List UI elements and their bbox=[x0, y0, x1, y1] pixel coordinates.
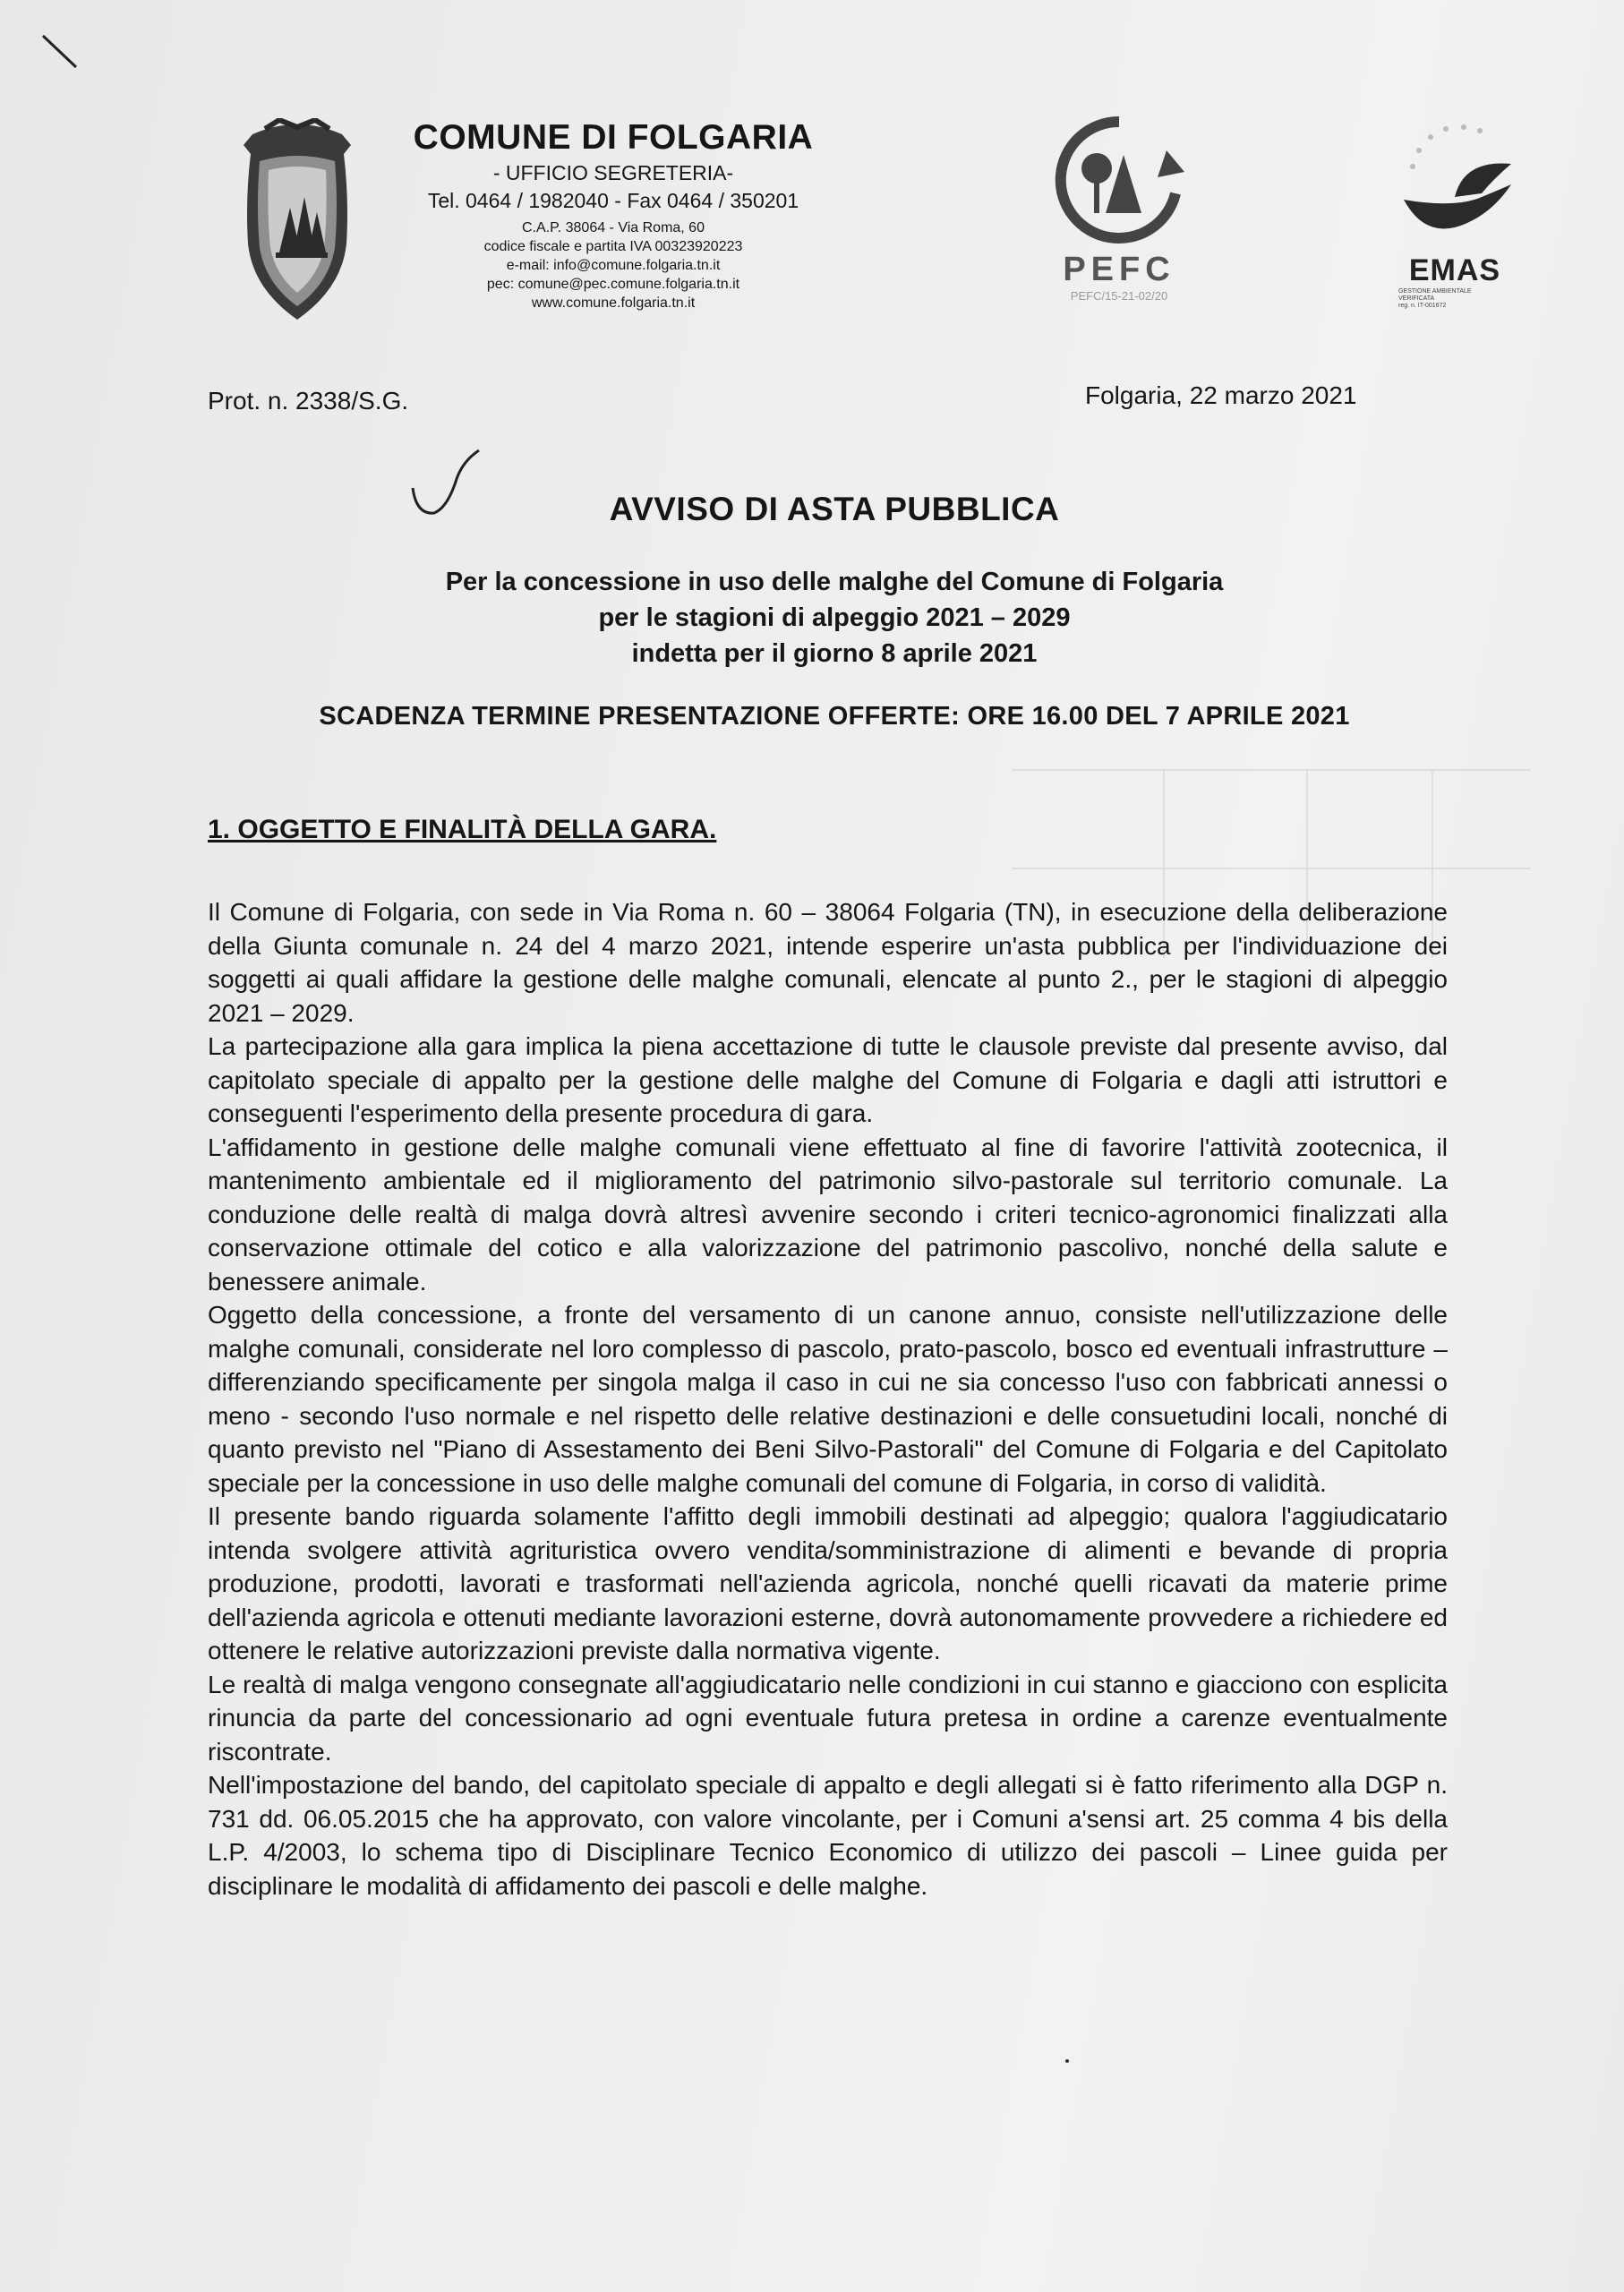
body-text bbox=[208, 895, 1448, 1903]
emas-logo bbox=[1388, 115, 1522, 310]
address-block bbox=[403, 218, 824, 312]
pefc-emblem-icon bbox=[1052, 115, 1186, 244]
address-line: C.A.P. 38064 - Via Roma, 60 bbox=[522, 220, 705, 235]
paragraph: Il presente bando riguarda solamente l'affitto degli immobili destinati ad alpeggio; qualora l'aggiudicatario intenda svolgere attività agrituristica ovvero vendita/somministrazione di alimenti e bevande di propria produzione, prodotti, lavorati e trasformati nell'azienda agricola, nonché quelli ricavati da materie prime dell'azienda agricola e ottenuti mediante lavorazioni esterne, dovrà autonomamente provvedere a richiedere ed ottenere le relative autorizzazioni previste dalla normativa vigente. bbox=[208, 1502, 1448, 1664]
paragraph: L'affidamento in gestione delle malghe comunali viene effettuato al fine di favorire l'attività zootecnica, il mantenimento ambientale ed il miglioramento del patrimonio silvo-pastorale sul territorio comunale. La conduzione delle realtà di malga dovrà altresì avvenire secondo i criteri tecnico-agronomici finalizzati alla conservazione ottimale del cotico e alla valorizzazione del patrimonio pascolivo, nonché della salute e benessere animale. bbox=[208, 1133, 1448, 1296]
emas-label: EMAS bbox=[1408, 253, 1501, 287]
organization-name: COMUNE DI FOLGARIA bbox=[413, 118, 814, 157]
paragraph: Le realtà di malga vengono consegnate all'aggiudicatario nelle condizioni in cui stanno e giacciono con esplicita rinuncia da parte del concessionario ad ogni eventuale futura pretesa in ordine a carenze eventualmente riscontrate. bbox=[208, 1670, 1448, 1766]
pec-line: pec: comune@pec.comune.folgaria.tn.it bbox=[486, 277, 740, 292]
document-title: AVVISO DI ASTA PUBBLICA bbox=[609, 491, 1060, 527]
organization-header bbox=[403, 118, 824, 312]
office-name: - UFFICIO SEGRETERIA- bbox=[492, 161, 734, 184]
deadline-notice: SCADENZA TERMINE PRESENTAZIONE OFFERTE: ORE 16.00 DEL 7 APRILE 2021 bbox=[319, 702, 1350, 731]
pen-stroke-mark bbox=[36, 27, 90, 81]
subtitle-line: per le stagioni di alpeggio 2021 – 2029 bbox=[598, 603, 1071, 632]
paragraph: La partecipazione alla gara implica la piena accettazione di tutte le clausole previste dal presente avviso, dal capitolato speciale di appalto per la gestione delle malghe del Comune di Folgaria e dagli atti istruttori e conseguenti l'esperimento della presente procedura di gara. bbox=[208, 1032, 1448, 1127]
phone-fax: Tel. 0464 / 1982040 - Fax 0464 / 350201 bbox=[427, 189, 799, 212]
emas-sub-line: reg. n. IT-001672 bbox=[1398, 303, 1447, 309]
municipal-crest-logo bbox=[235, 118, 360, 324]
protocol-number: Prot. n. 2338/S.G. bbox=[208, 387, 409, 415]
pefc-label: PEFC bbox=[1063, 251, 1175, 288]
emas-emblem-icon bbox=[1388, 115, 1522, 249]
tax-code-line: codice fiscale e partita IVA 00323920223 bbox=[483, 239, 743, 254]
ink-dot bbox=[1065, 2059, 1069, 2063]
paragraph: Nell'impostazione del bando, del capitolato speciale di appalto e degli allegati si è fatto riferimento alla DGP n. 731 dd. 06.05.2015 che ha approvato, con valore vincolante, per i Comuni a'sensi art. 25 comma 4 bis della L.P. 4/2003, lo schema tipo di Disciplinare Tecnico Economico di utilizzo dei pascoli – Linee guida per disciplinare le modalità di affidamento dei pascoli e delle malghe. bbox=[208, 1771, 1448, 1900]
document-date: Folgaria, 22 marzo 2021 bbox=[1085, 381, 1357, 409]
subtitle-line: Per la concessione in uso delle malghe del Comune di Folgaria bbox=[445, 568, 1224, 596]
website-line: www.comune.folgaria.tn.it bbox=[531, 295, 696, 311]
section-heading: 1. OGGETTO E FINALITÀ DELLA GARA. bbox=[208, 815, 717, 844]
emas-subtext bbox=[1388, 288, 1522, 310]
paragraph: Oggetto della concessione, a fronte del versamento di un canone annuo, consiste nell'utilizzazione delle malghe comunali, considerate nel loro complesso di pascolo, prato-pascolo, bosco ed eventuali infrastrutture – differenziando specificamente per singola malga il caso in cui ne sia concesso l'uso con fabbricati annessi o meno - secondo l'uso normale e nel rispetto delle relative destinazioni e delle consuetudini locali, nonché di quanto previsto nel "Piano di Assestamento dei Beni Silvo-Pastorali" del Comune di Folgaria e del Capitolato speciale per la concessione in uso delle malghe comunali del comune di Folgaria, in corso di validità. bbox=[208, 1301, 1448, 1497]
subtitle-line: indetta per il giorno 8 aprile 2021 bbox=[631, 639, 1038, 668]
emas-sub-line: GESTIONE AMBIENTALE bbox=[1398, 288, 1472, 295]
emas-sub-line: VERIFICATA bbox=[1398, 295, 1435, 302]
pefc-code: PEFC/15-21-02/20 bbox=[1070, 289, 1168, 303]
pefc-logo bbox=[1039, 115, 1200, 303]
document-subtitle bbox=[0, 564, 1624, 671]
paragraph: Il Comune di Folgaria, con sede in Via Roma n. 60 – 38064 Folgaria (TN), in esecuzione della deliberazione della Giunta comunale n. 24 del 4 marzo 2021, intende esperire un'asta pubblica per l'individuazione dei soggetti ai quali affidare la gestione delle malghe comunali, elencate al punto 2., per le stagioni di alpeggio 2021 – 2029. bbox=[208, 898, 1448, 1027]
email-line: e-mail: info@comune.folgaria.tn.it bbox=[506, 258, 721, 273]
